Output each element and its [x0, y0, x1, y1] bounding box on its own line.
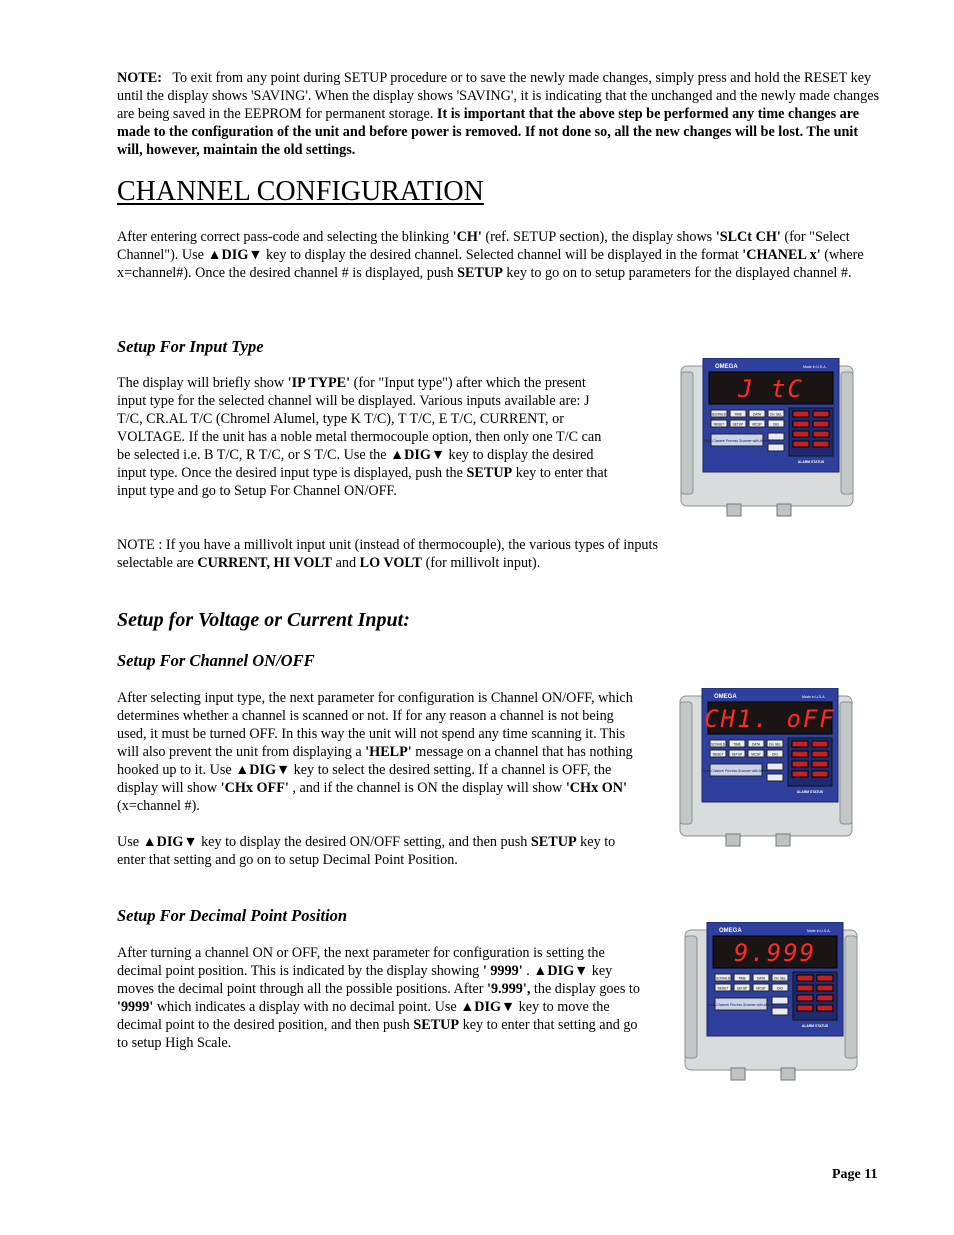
channel-onoff-paragraph: [117, 689, 639, 815]
intro-text: (where x=channel#). Once the desired channel # is displayed, push: [117, 247, 864, 281]
alarm-led: [812, 771, 828, 777]
alarm-led: [792, 751, 808, 757]
key-label: DIG: [777, 986, 783, 991]
alarm-led: [792, 741, 808, 747]
onoff-bold: 'HELP': [365, 744, 412, 760]
input-type-heading: Setup For Input Type: [117, 337, 264, 356]
dp-text: .: [522, 963, 534, 979]
device-side-left: [681, 372, 693, 494]
alarm-status-label: ALARM STATUS: [801, 1024, 829, 1028]
key-label: RESET: [713, 422, 725, 427]
key-label: DATA: [756, 976, 766, 981]
dp-bold: SETUP: [413, 1017, 460, 1033]
key-label: MCSP: [752, 422, 762, 427]
alarm-led: [812, 741, 828, 747]
onoff-bold: 'CHx ON': [565, 780, 627, 796]
key-button: [767, 774, 783, 781]
input-type-text: key to display the desired input type. Once the desired input type is displayed, push the: [117, 447, 594, 481]
alarm-led: [792, 771, 808, 777]
intro-bold: SETUP: [457, 265, 503, 281]
key-label: DIG: [772, 752, 778, 757]
note-bold: CURRENT, HI VOLT: [197, 555, 333, 571]
dp-text: the display goes to: [530, 981, 640, 997]
device-side-right: [840, 702, 852, 824]
note-text: NOTE : If you have a millivolt input unit (instead of thermocouple), the various types of inputs selectable are: [117, 537, 658, 571]
dp-bold: '9.999',: [487, 981, 531, 997]
intro-bold: 'CHANEL x': [742, 247, 821, 263]
dp-text: key moves the decimal point through all the possible positions. After: [117, 963, 613, 997]
onoff-bold: SETUP: [530, 834, 577, 850]
key-button: [768, 433, 784, 440]
input-type-bold: ▲DIG▼: [390, 447, 445, 463]
brand-label: OMEGA: [719, 928, 742, 934]
dp-bold: '9999': [117, 999, 154, 1015]
input-type-bold: 'IP TYPE': [287, 375, 351, 391]
alarm-led: [797, 1005, 813, 1011]
note-label: NOTE:: [117, 70, 162, 86]
onoff-text: Use: [117, 834, 143, 850]
cable-gland: [731, 1068, 745, 1080]
display-readout: J tC: [738, 375, 804, 403]
device-side-right: [845, 936, 857, 1058]
onoff-text: message on a channel that has nothing hooked up to it. Use: [117, 744, 633, 778]
channel-onoff-heading: Setup For Channel ON/OFF: [117, 651, 315, 670]
note-bold: LO VOLT: [359, 555, 423, 571]
device-svg: [679, 358, 855, 523]
onoff-text: (x=channel #).: [117, 798, 200, 814]
key-label: SCN/HLD: [711, 742, 725, 747]
cable-gland: [781, 1068, 795, 1080]
key-label: TIME: [733, 742, 741, 747]
key-label: CH. SEL: [769, 412, 783, 417]
panel-label-text: Multi-Channel Process Scanner with Alarms: [707, 1003, 775, 1007]
device-side-right: [841, 372, 853, 494]
key-label: MCSP: [751, 752, 761, 757]
section-title: CHANNEL CONFIGURATION: [117, 176, 484, 207]
device-image-input-type: [679, 358, 855, 528]
dp-text: key to enter that setting and go to setup High Scale.: [117, 1017, 638, 1051]
key-label: TIME: [734, 412, 742, 417]
panel-label-text: Multi-Channel Process Scanner with Alarms: [703, 439, 771, 443]
alarm-led: [817, 975, 833, 981]
cable-gland: [776, 834, 790, 846]
onoff-text: key to select the desired setting. If a channel is OFF, the display will show: [117, 762, 612, 796]
made-label: Made in U.S.A.: [803, 365, 827, 369]
input-type-paragraph: [117, 374, 609, 500]
intro-bold: ▲DIG▼: [207, 247, 263, 263]
intro-bold: 'SLCt CH': [715, 229, 781, 245]
onoff-bold: 'CHx OFF': [220, 780, 289, 796]
key-button: [772, 1008, 788, 1015]
note-bold-text: It is important that the above step be performed any time changes are made to the configuration of the unit and before power is removed. If not done so, all the new changes will be lost. The unit will, however, maintain the old settings.: [117, 106, 860, 158]
alarm-led: [817, 985, 833, 991]
alarm-led: [817, 1005, 833, 1011]
device-image-decimal-point: [683, 922, 859, 1092]
intro-text: key to go on to setup parameters for the displayed channel #.: [502, 265, 852, 281]
key-label: DATA: [752, 412, 762, 417]
dp-text: key to move the decimal point to the desired position, and then push: [117, 999, 610, 1033]
made-label: Made in U.S.A.: [807, 929, 831, 933]
intro-text: (ref. SETUP section), the display shows: [481, 229, 716, 245]
alarm-status-label: ALARM STATUS: [797, 460, 825, 464]
alarm-led: [813, 441, 829, 447]
key-button: [768, 444, 784, 451]
input-type-text: key to enter that input type and go to Setup For Channel ON/OFF.: [117, 465, 608, 499]
key-label: DATA: [751, 742, 761, 747]
alarm-led: [812, 751, 828, 757]
device-svg: [678, 688, 854, 853]
page-number: Page 11: [832, 1167, 878, 1182]
key-label: SCN/HLD: [716, 976, 730, 981]
key-label: SETUP: [731, 752, 743, 757]
brand-label: OMEGA: [715, 364, 738, 370]
device-svg: [683, 922, 859, 1087]
made-label: Made in U.S.A.: [802, 695, 826, 699]
key-label: SETUP: [732, 422, 744, 427]
key-label: RESET: [717, 986, 729, 991]
note-paragraph: [117, 69, 885, 159]
key-label: SETUP: [736, 986, 748, 991]
brand-label: OMEGA: [714, 694, 737, 700]
key-button: [772, 997, 788, 1004]
alarm-led: [797, 985, 813, 991]
key-label: SCN/HLD: [712, 412, 726, 417]
note-text: To exit from any point during SETUP procedure or to save the newly made changes, simply press and hold the RESET key until the display shows 'SAVING'. When the display shows 'SAVING', it is indicating that the unchanged and the newly made changes are being saved in the EEPROM for permanent storage.: [117, 70, 880, 122]
alarm-status-label: ALARM STATUS: [796, 790, 824, 794]
cable-gland: [777, 504, 791, 516]
note-text: (for millivolt input).: [422, 555, 541, 571]
cable-gland: [727, 504, 741, 516]
intro-paragraph: [117, 228, 885, 282]
alarm-led: [793, 411, 809, 417]
key-label: RESET: [712, 752, 724, 757]
intro-text: key to display the desired channel. Selected channel will be displayed in the format: [262, 247, 743, 263]
alarm-led: [793, 441, 809, 447]
key-label: MCSP: [756, 986, 766, 991]
device-side-left: [685, 936, 697, 1058]
onoff-text: After selecting input type, the next parameter for configuration is Channel ON/OFF, which determines whether a channel is scanned or not. If for any reason a channel is not being used, it must be turned OFF. In this way the unit will not spend any time scanning it. This will also prevent the unit from displaying a: [117, 690, 633, 760]
device-side-left: [680, 702, 692, 824]
alarm-led: [793, 431, 809, 437]
input-type-bold: SETUP: [466, 465, 513, 481]
decimal-point-heading: Setup For Decimal Point Position: [117, 906, 348, 925]
intro-text: After entering correct pass-code and selecting the blinking: [117, 229, 453, 245]
intro-text: (for "Select Channel"). Use: [117, 229, 850, 263]
onoff-bold: ▲DIG▼: [142, 834, 198, 850]
display-readout: CH1. oFF: [704, 705, 836, 733]
voltage-current-heading: Setup for Voltage or Current Input:: [117, 609, 410, 631]
key-label: TIME: [738, 976, 746, 981]
input-type-text: The display will briefly show: [117, 375, 288, 391]
key-label: DIG: [773, 422, 779, 427]
display-readout: 9.999: [733, 939, 817, 967]
dp-text: After turning a channel ON or OFF, the next parameter for configuration is setting the decimal point position. This is indicated by the display showing: [117, 945, 605, 979]
alarm-led: [792, 761, 808, 767]
alarm-led: [813, 431, 829, 437]
alarm-led: [812, 761, 828, 767]
onoff-text: key to enter that setting and go on to setup Decimal Point Position.: [117, 834, 616, 868]
key-button: [767, 763, 783, 770]
input-type-text: (for "Input type") after which the present input type for the selected channel will be displayed. Various inputs available are: J T/C, CR.AL T/C (Chromel Alumel, type K T/C), T T/C, E T/C, CURRENT, or VOLTAGE. If the unit has a noble metal thermocouple option, then only one T/C can be selected i.e. B T/C, R T/C, or S T/C. Use the: [117, 375, 602, 463]
alarm-led: [797, 995, 813, 1001]
channel-onoff-paragraph-2: [117, 833, 639, 869]
panel-label-text: Multi-Channel Process Scanner with Alarms: [702, 769, 770, 773]
onoff-text: , and if the channel is ON the display will show: [288, 780, 566, 796]
key-label: CH. SEL: [773, 976, 787, 981]
onoff-bold: ▲DIG▼: [235, 762, 291, 778]
key-label: CH. SEL: [768, 742, 782, 747]
note-text: and: [332, 555, 360, 571]
device-image-channel-onoff: [678, 688, 854, 858]
millivolt-note-paragraph: [117, 536, 717, 572]
alarm-led: [793, 421, 809, 427]
intro-bold: 'CH': [452, 229, 482, 245]
alarm-led: [813, 421, 829, 427]
alarm-led: [797, 975, 813, 981]
alarm-led: [813, 411, 829, 417]
cable-gland: [726, 834, 740, 846]
decimal-point-paragraph: [117, 944, 645, 1052]
onoff-text: key to display the desired ON/OFF setting, and then push: [197, 834, 531, 850]
alarm-led: [817, 995, 833, 1001]
dp-bold: ▲DIG▼: [460, 999, 516, 1015]
dp-bold: ' 9999': [482, 963, 523, 979]
dp-text: which indicates a display with no decimal point. Use: [153, 999, 461, 1015]
dp-bold: ▲DIG▼: [533, 963, 589, 979]
